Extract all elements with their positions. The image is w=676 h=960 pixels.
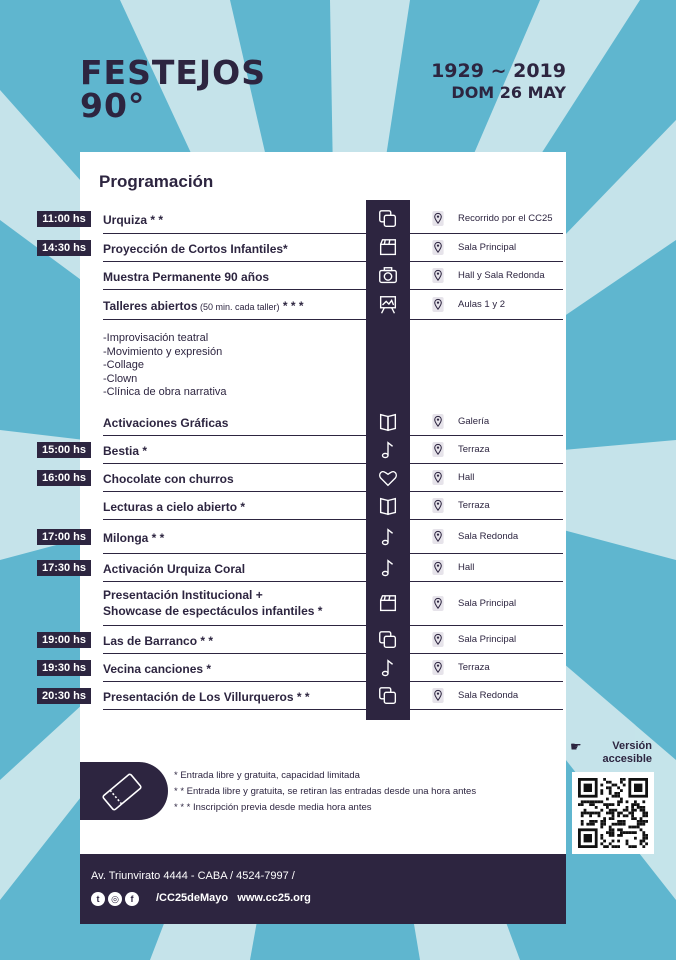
time-badge: 11:00 hs	[37, 211, 91, 227]
venue-label: Hall	[458, 472, 475, 483]
time-badge: 19:30 hs	[37, 660, 91, 676]
program-row	[80, 682, 566, 710]
qr-code-icon	[578, 778, 648, 848]
event-title-text: Las de Barranco	[103, 634, 198, 648]
easel-icon	[376, 294, 400, 316]
time-badge: 16:00 hs	[37, 470, 91, 486]
location-pin-icon	[432, 596, 444, 611]
workshop-item: -Improvisación teatral	[103, 332, 209, 344]
event-title-text: Muestra Permanente 90 años	[103, 270, 270, 284]
workshop-item: -Movimiento y expresión	[103, 345, 223, 358]
program-row	[80, 582, 566, 626]
program-row	[80, 464, 566, 492]
event-title-text: Bestia	[103, 444, 140, 458]
accessible-version[interactable]	[568, 740, 652, 766]
venue-label: Sala Principal	[458, 598, 517, 609]
event-mark: *	[139, 444, 148, 458]
program-row	[80, 262, 566, 290]
years-label: 1929 ~ 2019	[431, 60, 566, 82]
location-pin-icon	[432, 470, 444, 485]
social-icons	[91, 892, 139, 906]
program-row	[80, 554, 566, 582]
social-handle[interactable]: /CC25deMayo	[156, 892, 229, 904]
note-1: * Entrada libre y gratuita, capacidad limitada	[174, 770, 360, 781]
facebook-icon[interactable]: f	[125, 892, 139, 906]
event-name	[103, 472, 234, 488]
twitter-icon[interactable]: t	[91, 892, 105, 906]
venue-label: Terraza	[458, 500, 490, 511]
event-name	[103, 416, 228, 432]
event-title-text: Milonga	[103, 531, 149, 545]
event-mark: * *	[197, 634, 214, 648]
time-badge: 14:30 hs	[37, 240, 91, 256]
event-name	[103, 270, 269, 286]
program-row	[80, 436, 566, 464]
event-mark: * *	[293, 690, 310, 704]
event-mark: *	[283, 242, 288, 256]
event-name	[103, 242, 288, 258]
location-pin-icon	[432, 414, 444, 429]
time-badge: 17:30 hs	[37, 560, 91, 576]
event-name	[103, 588, 322, 619]
venue-label: Terraza	[458, 662, 490, 673]
workshop-item: -Clown	[103, 372, 138, 385]
event-name	[103, 500, 245, 516]
event-mark: * *	[148, 531, 165, 545]
time-badge: 15:00 hs	[37, 442, 91, 458]
title-line-2: 90°	[80, 86, 146, 125]
venue-label: Galería	[458, 416, 490, 427]
venue-label: Sala Redonda	[458, 690, 519, 701]
event-mark: * * *	[279, 299, 304, 313]
workshop-item: -Clínica de obra narrativa	[103, 386, 227, 398]
venue-label: Terraza	[458, 444, 490, 455]
qr-code[interactable]	[572, 772, 654, 854]
location-pin-icon	[432, 688, 444, 703]
copy-icon	[376, 208, 400, 230]
location-pin-icon	[432, 660, 444, 675]
heart-icon	[376, 467, 400, 489]
row-divider	[103, 709, 563, 710]
ticket-band	[80, 762, 168, 820]
row-divider	[103, 319, 563, 320]
event-note: (50 min. cada taller)	[197, 302, 280, 312]
notes-list	[174, 768, 476, 816]
event-title-text: Proyección de Cortos Infantiles	[103, 242, 284, 256]
event-title-text: Talleres abiertos	[103, 299, 198, 313]
event-title-text: Presentación de Los Villurqueros	[103, 690, 294, 704]
book-icon	[376, 411, 400, 433]
program-row	[80, 290, 566, 320]
date-block	[431, 60, 566, 104]
note-2: * * Entrada libre y gratuita, se retiran las entradas desde una hora antes	[174, 786, 477, 797]
pointing-hand-icon: ☛	[570, 739, 582, 754]
venue-label: Sala Redonda	[458, 531, 519, 542]
footer	[80, 854, 566, 924]
location-pin-icon	[432, 529, 444, 544]
event-title-text: Chocolate con churros	[103, 472, 234, 486]
venue-label: Hall y Sala Redonda	[458, 270, 545, 281]
ticket-icon	[80, 762, 168, 820]
music-note-icon	[376, 657, 400, 679]
location-pin-icon	[432, 498, 444, 513]
music-note-icon	[376, 526, 400, 548]
clapperboard-icon	[376, 593, 400, 615]
program-row	[80, 492, 566, 520]
footer-address: Av. Triunvirato 4444 - CABA / 4524-7997 /	[91, 870, 295, 882]
instagram-icon[interactable]: ◎	[108, 892, 122, 906]
camera-icon	[376, 265, 400, 287]
location-pin-icon	[432, 211, 444, 226]
venue-label: Sala Principal	[458, 242, 517, 253]
time-badge: 20:30 hs	[37, 688, 91, 704]
event-title-text: Lecturas a cielo abierto	[103, 500, 238, 514]
venue-label: Aulas 1 y 2	[458, 299, 505, 310]
note-3: * * * Inscripción previa desde media hora antes	[174, 802, 372, 813]
event-name	[103, 690, 310, 706]
clapperboard-icon	[376, 237, 400, 259]
venue-label: Sala Principal	[458, 634, 517, 645]
location-pin-icon	[432, 297, 444, 312]
program-title: Programación	[99, 172, 214, 191]
copy-icon	[376, 629, 400, 651]
program-row	[80, 204, 566, 234]
event-name	[103, 213, 163, 229]
title-line-1: FESTEJOS	[80, 53, 267, 92]
event-name	[103, 562, 245, 578]
event-title-text: Activación Urquiza Coral	[103, 562, 246, 576]
program-row	[80, 654, 566, 682]
copy-icon	[376, 685, 400, 707]
program-row	[80, 408, 566, 436]
event-title-text-2: Showcase de espectáculos infantiles *	[103, 604, 323, 618]
event-title-text: Vecina canciones	[103, 662, 204, 676]
program-card	[80, 152, 566, 864]
footer-web	[156, 892, 311, 904]
accessible-line-2: accesible	[602, 753, 652, 765]
book-icon	[376, 495, 400, 517]
event-name	[103, 662, 211, 678]
event-mark: * *	[147, 213, 164, 227]
event-mark: *	[203, 662, 212, 676]
program-row	[80, 520, 566, 554]
venue-label: Hall	[458, 562, 475, 573]
event-title-text: Urquiza	[103, 213, 148, 227]
event-title-text: Presentación Institucional +	[103, 588, 263, 602]
website-link[interactable]: www.cc25.org	[237, 892, 311, 904]
location-pin-icon	[432, 442, 444, 457]
venue-label: Recorrido por el CC25	[458, 213, 553, 224]
time-badge: 17:00 hs	[37, 529, 91, 545]
location-pin-icon	[432, 240, 444, 255]
program-row	[80, 626, 566, 654]
accessible-line-1: Versión	[612, 740, 652, 752]
time-badge: 19:00 hs	[37, 632, 91, 648]
event-title	[80, 53, 267, 125]
location-pin-icon	[432, 632, 444, 647]
music-note-icon	[376, 439, 400, 461]
location-pin-icon	[432, 268, 444, 283]
event-title-text: Activaciones Gráficas	[103, 416, 229, 430]
location-pin-icon	[432, 560, 444, 575]
workshop-list	[103, 332, 227, 400]
music-note-icon	[376, 557, 400, 579]
workshop-item: -Collage	[103, 359, 144, 371]
event-name	[103, 299, 304, 315]
date-label: DOM 26 MAY	[451, 83, 566, 102]
event-name	[103, 531, 164, 547]
event-mark: *	[237, 500, 246, 514]
program-row	[80, 234, 566, 262]
event-name	[103, 634, 213, 650]
event-name	[103, 444, 147, 460]
